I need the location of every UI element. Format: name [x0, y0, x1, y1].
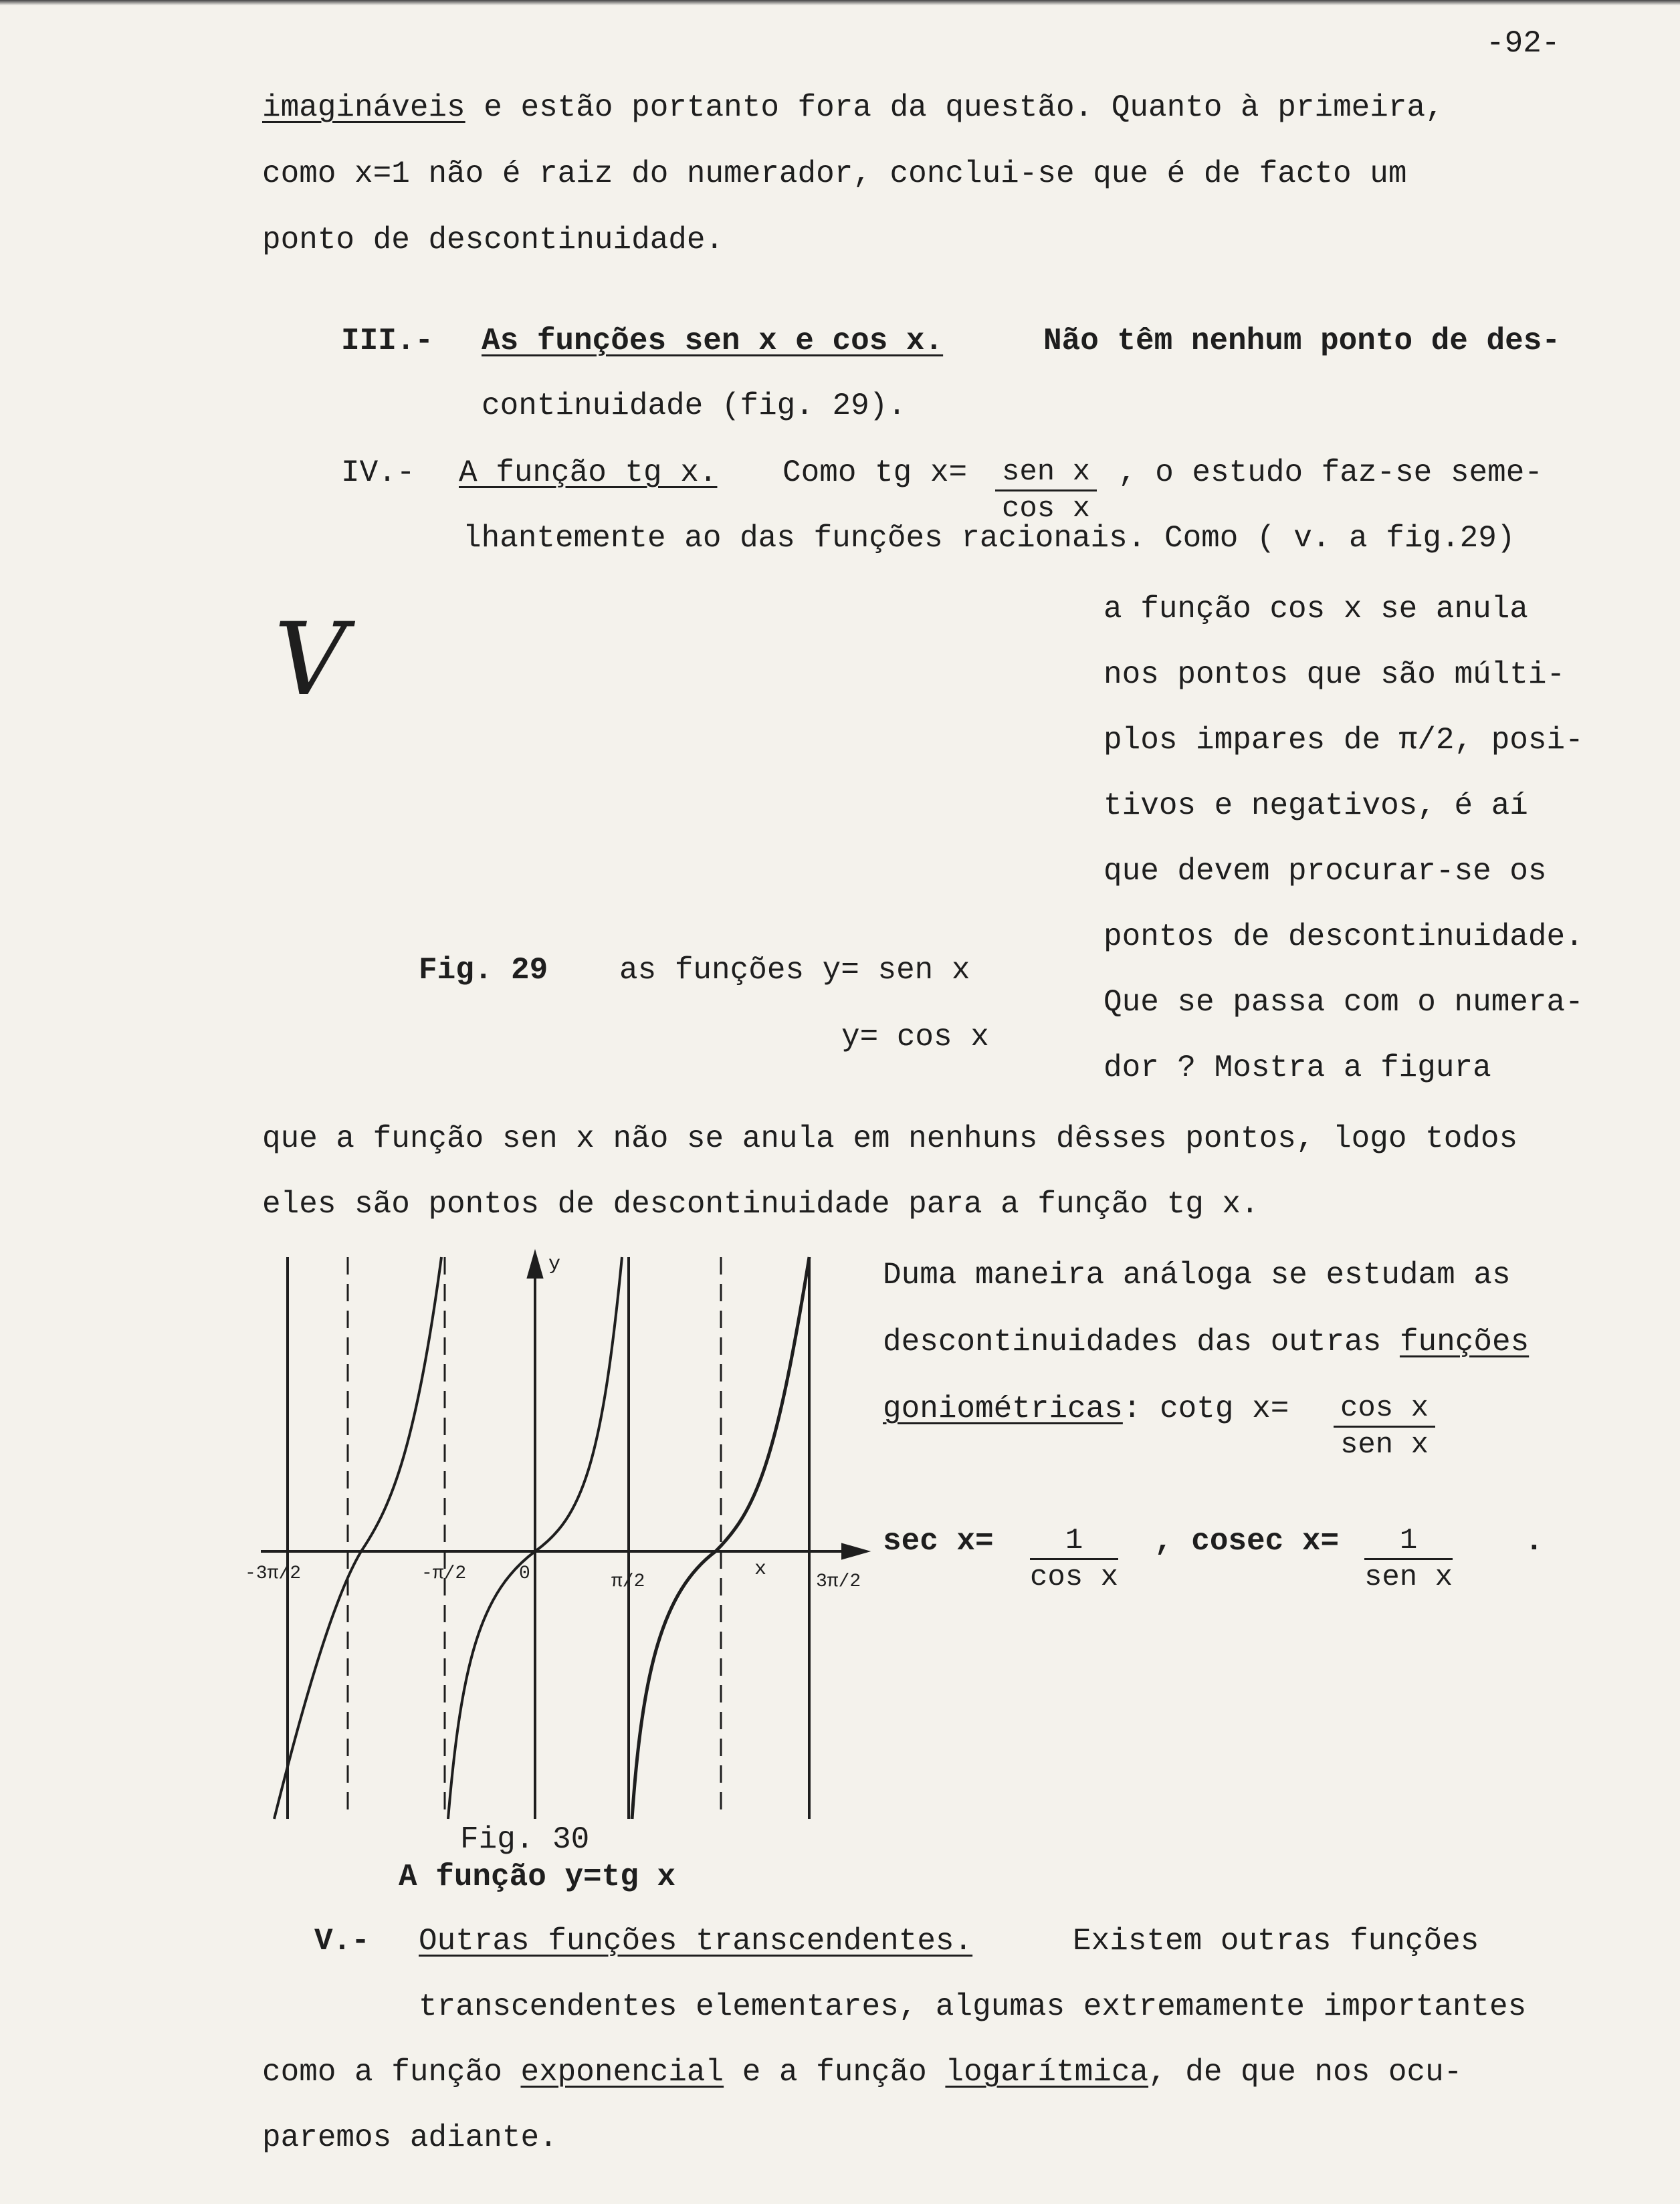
x-axis-label: x — [754, 1558, 767, 1581]
tg-fraction-numerator: sen x — [995, 457, 1097, 491]
column-line-1: a função cos x se anula — [1104, 592, 1528, 627]
section-5-line-3 — [262, 2057, 1462, 2088]
section-4-after-1: que a função sen x não se anula em nenhuns dêsses pontos, logo todos — [262, 1121, 1518, 1156]
column-line-7: Que se passa com o numera- — [1104, 985, 1584, 1020]
section-5-title: Outras funções transcendentes. — [419, 1924, 973, 1959]
s5-l3-e: , de que nos ocu- — [1148, 2055, 1463, 2090]
handwritten-v-mark: V — [274, 602, 347, 718]
fig-30-caption: A função y=tg x — [399, 1860, 676, 1894]
column-line-5: que devem procurar-se os — [1104, 854, 1547, 889]
sec-numerator: 1 — [1030, 1526, 1118, 1560]
column-line-2: nos pontos que são múlti- — [1104, 657, 1566, 692]
fig-29-label: Fig. 29 — [419, 953, 548, 988]
section-4-title: A função tg x. — [459, 455, 718, 490]
fig-29-caption-2: y= cos x — [841, 1020, 989, 1055]
tick-label: π/2 — [611, 1571, 645, 1592]
cosec-denominator: sen x — [1364, 1561, 1453, 1594]
section-3-text-2: continuidade (fig. 29). — [482, 389, 906, 423]
right-text-line-3 — [883, 1394, 1289, 1424]
column-line-8: dor ? Mostra a figura — [1104, 1051, 1491, 1085]
underlined-word: funções — [1399, 1325, 1530, 1359]
section-3-title: As funções sen x e cos x. — [482, 324, 944, 358]
sec-fraction — [1030, 1526, 1118, 1592]
underlined-word: goniométricas — [883, 1392, 1123, 1426]
cotg-denominator: sen x — [1340, 1428, 1429, 1462]
underlined-word-exponencial: exponencial — [520, 2055, 724, 2090]
cosec-numerator: 1 — [1364, 1526, 1453, 1560]
s5-l3-c: e a função — [724, 2055, 946, 2090]
section-4-text-b: , o estudo faz-se seme- — [1118, 455, 1543, 490]
section-5-text-1: Existem outras funções — [1073, 1924, 1479, 1959]
fig-30-label: Fig. 30 — [460, 1822, 590, 1857]
tg-fraction-denominator: cos x — [1002, 492, 1091, 526]
tg-fraction — [995, 457, 1097, 524]
cotg-numerator: cos x — [1334, 1394, 1435, 1428]
column-line-6: pontos de descontinuidade. — [1104, 919, 1584, 954]
section-4-number: IV.- — [341, 455, 415, 490]
sec-denominator: cos x — [1030, 1561, 1119, 1594]
section-5-line-4: paremos adiante. — [262, 2120, 558, 2155]
page-number: -92- — [1486, 26, 1560, 61]
tangent-branch — [274, 1257, 441, 1819]
underlined-word-logaritmica: logarítmica — [945, 2055, 1149, 2090]
y-axis-label: y — [548, 1253, 561, 1276]
tick-label: 0 — [519, 1563, 530, 1584]
right-text-line-2 — [883, 1327, 1529, 1357]
fig-30-tangent-graph — [247, 1244, 889, 1832]
tick-label: -π/2 — [421, 1563, 467, 1584]
right-text-line-3b: : cotg x= — [1122, 1392, 1289, 1426]
section-5-line-2: transcendentes elementares, algumas extremamente importantes — [419, 1989, 1527, 2024]
section-3-number: III.- — [341, 324, 434, 358]
intro-line-1 — [262, 92, 1444, 123]
fig-29-caption-1: as funções y= sen x — [619, 953, 970, 988]
section-5-number: V.- — [314, 1924, 370, 1959]
column-line-4: tivos e negativos, é aí — [1104, 788, 1528, 823]
cosec-fraction — [1364, 1526, 1453, 1592]
tick-label: 3π/2 — [816, 1571, 861, 1592]
right-text-line-1: Duma maneira análoga se estudam as — [883, 1258, 1511, 1293]
s5-l3-a: como a função — [262, 2055, 521, 2090]
intro-line-1-rest: e estão portanto fora da questão. Quanto à primeira, — [484, 90, 1444, 125]
section-4-after-2: eles são pontos de descontinuidade para a função tg x. — [262, 1187, 1259, 1222]
section-4-line-2: lhantemente ao das funções racionais. Como ( v. a fig.29) — [463, 521, 1515, 556]
section-3-text-1: Não têm nenhum ponto de des- — [1043, 324, 1560, 358]
right-text-line-2a: descontinuidades das outras — [883, 1325, 1400, 1359]
page-top-edge — [0, 0, 1680, 5]
section-4-text-a: Como tg x= — [782, 455, 968, 490]
tick-label: -3π/2 — [245, 1563, 302, 1584]
sec-label: sec x= — [883, 1524, 994, 1559]
end-period: . — [1525, 1524, 1544, 1559]
y-axis-arrow — [528, 1254, 542, 1277]
intro-line-2: como x=1 não é raiz do numerador, conclui-se que é de facto um — [262, 156, 1407, 191]
column-line-3: plos impares de π/2, posi- — [1104, 723, 1584, 758]
underlined-word: imagináveis — [262, 90, 465, 125]
intro-line-3: ponto de descontinuidade. — [262, 223, 724, 257]
x-axis-arrow — [843, 1545, 866, 1558]
cotg-fraction — [1334, 1394, 1435, 1460]
cosec-label: , cosec x= — [1154, 1524, 1340, 1559]
